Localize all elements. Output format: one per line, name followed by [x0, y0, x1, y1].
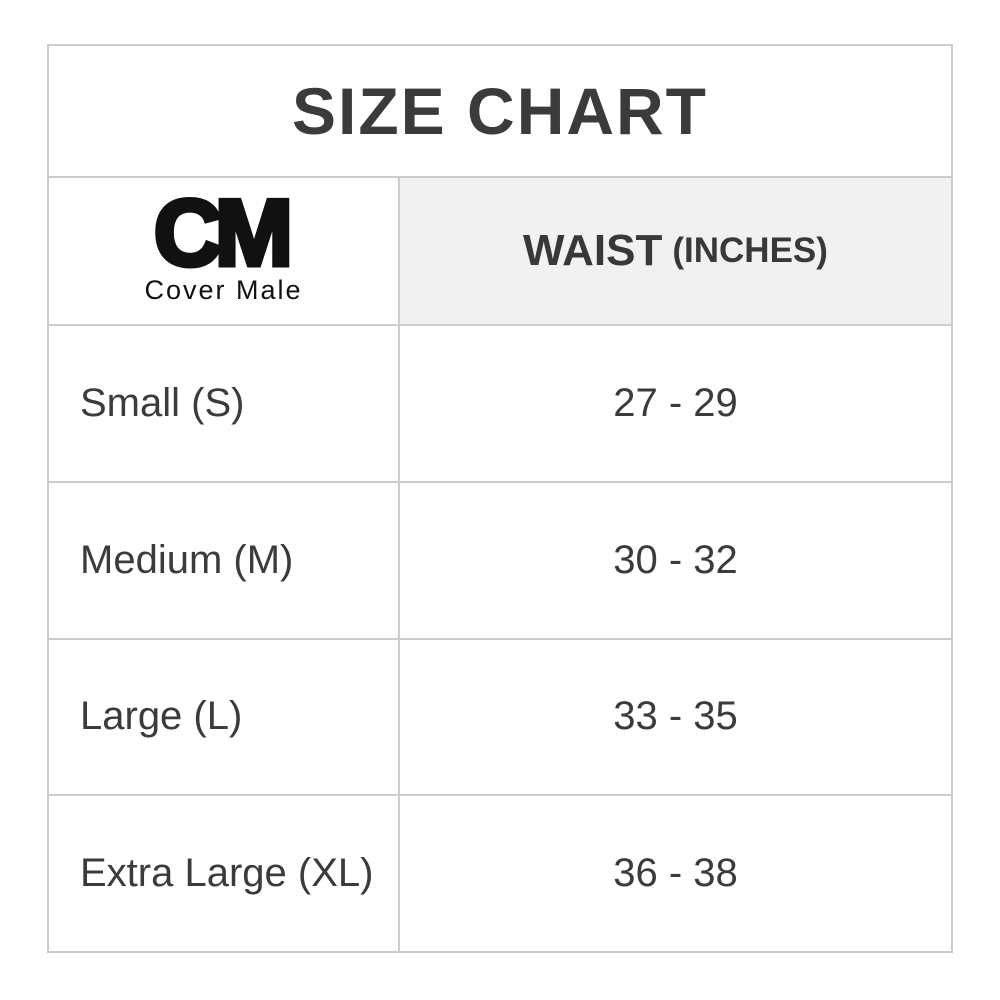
size-chart-table: [47, 44, 953, 953]
waist-cell-small: 27 - 29: [398, 324, 951, 481]
waist-header-label: WAIST: [523, 226, 663, 275]
size-cell-small: Small (S): [49, 324, 398, 481]
title-row: [49, 46, 951, 176]
brand-logo: [49, 176, 398, 324]
size-cell-medium: Medium (M): [49, 481, 398, 638]
waist-header-unit: (INCHES): [672, 231, 828, 270]
page-title: SIZE CHART: [292, 74, 708, 148]
waist-cell-large: 33 - 35: [398, 638, 951, 795]
waist-cell-medium: 30 - 32: [398, 481, 951, 638]
waist-column-header: [398, 176, 951, 324]
size-cell-extra-large: Extra Large (XL): [49, 794, 398, 951]
size-cell-large: Large (L): [49, 638, 398, 795]
brand-logo-initials: CM: [153, 179, 287, 285]
brand-logo-name: Cover Male: [144, 275, 303, 306]
waist-cell-extra-large: 36 - 38: [398, 794, 951, 951]
